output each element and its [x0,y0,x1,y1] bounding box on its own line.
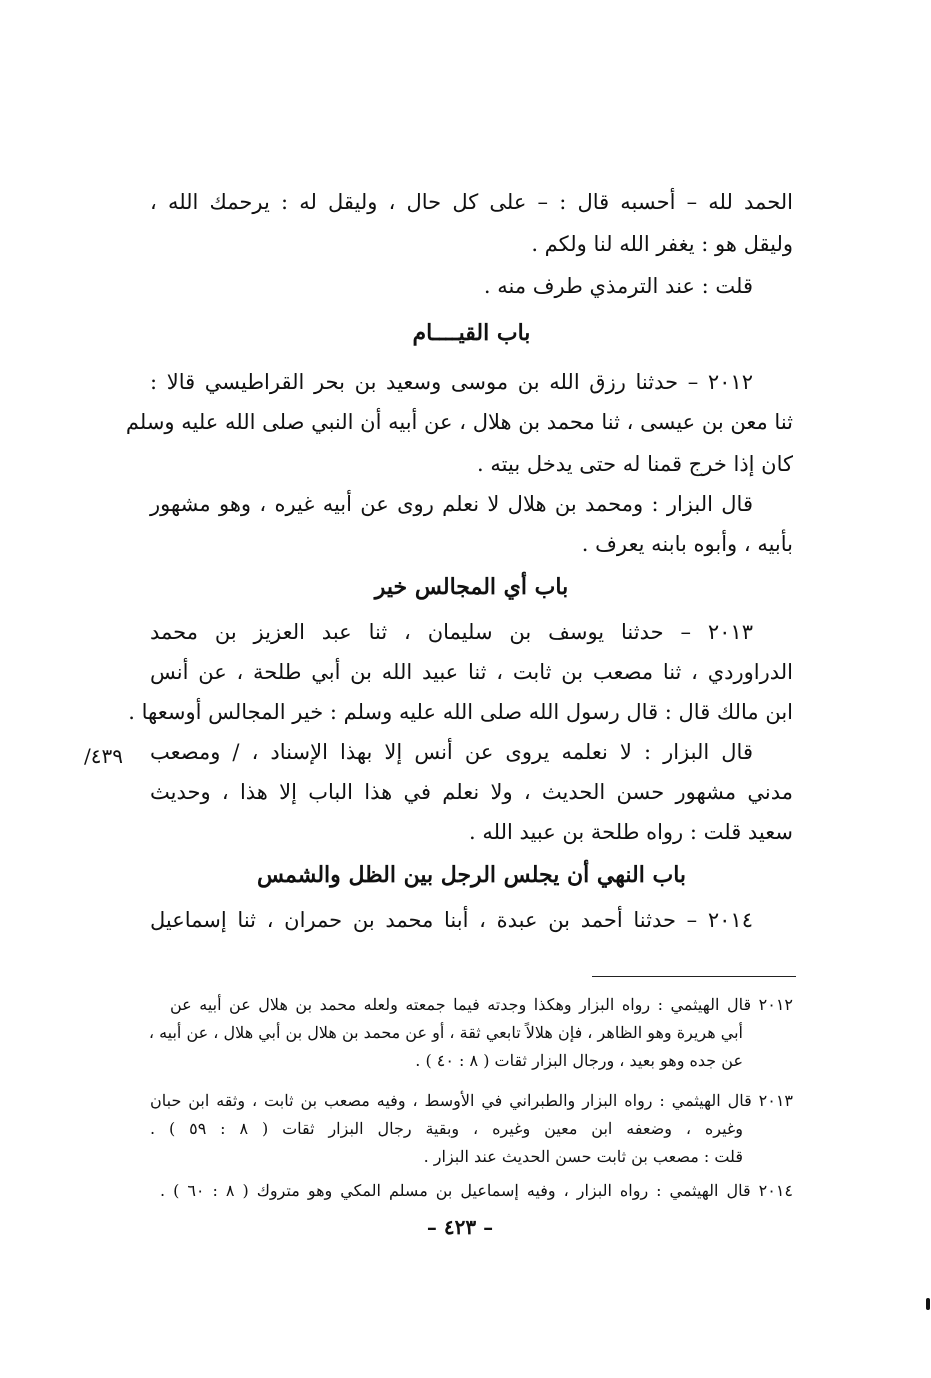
hadith-2013-line-6: سعيد قلت : رواه طلحة بن عبيد الله . [469,820,793,844]
page-number: – ٤٢٣ – [426,1215,494,1239]
hadith-2012-line-4: قال البزار : ومحمد بن هلال لا نعلم روى عن أبيه غيره ، وهو مشهور [150,492,753,516]
ink-speck [926,1298,930,1310]
chapter-heading-shams: باب النهي أن يجلس الرجل بين الظل والشمس [256,862,687,888]
footnote-2013-line-3: قلت : مصعب بن ثابت حسن الحديث عند البزار . [423,1147,743,1166]
hadith-2012-line-3: كان إذا خرج قمنا له حتى يدخل بيته . [477,452,793,476]
body-line-2: وليقل هو : يغفر الله لنا ولكم . [531,232,793,256]
hadith-2013-line-2: الدراوردي ، ثنا مصعب بن ثابت ، ثنا عبيد الله بن أبي طلحة ، عن أنس [150,660,793,684]
footnote-2012-line-2: أبي هريرة وهو الظاهر ، فإن هلالاً تابعي ثقة ، أو عن محمد بن هلال بن أبي هلال ، عن أبيه ، [148,1023,743,1042]
hadith-2013-line-3: ابن مالك قال : قال رسول الله صلى الله عليه وسلم : خير المجالس أوسعها . [128,700,793,724]
hadith-2013-line-1: ٢٠١٣ – حدثنا يوسف بن سليمان ، ثنا عبد العزيز بن محمد [150,620,753,644]
body-line-1: الحمد لله – أحسبه قال : – على كل حال ، وليقل له : يرحمك الله ، [150,190,793,214]
chapter-heading-qiyam: باب القيــــام [412,320,531,346]
hadith-2014-line-1: ٢٠١٤ – حدثنا أحمد بن عبدة ، أبنا محمد بن حمران ، ثنا إسماعيل [150,908,753,932]
hadith-2013-line-4: قال البزار : لا نعلمه يروى عن أنس إلا بهذا الإسناد ، / ومصعب [150,740,753,764]
footnote-2012-line-1: ٢٠١٢ قال الهيثمي : رواه البزار وهكذا وجدته فيما جمعته ولعله محمد بن هلال عن أبيه عن [170,995,793,1014]
hadith-2012-line-5: بأبيه ، وأبوه بابنه يعرف . [581,532,793,556]
margin-folio-number: ٤٣٩/ [84,744,123,768]
hadith-2012-line-1: ٢٠١٢ – حدثنا رزق الله بن موسى وسعيد بن بحر القراطيسي قالا : [150,370,753,394]
footnote-2013-line-1: ٢٠١٣ قال الهيثمي : رواه البزار والطبراني في الأوسط ، وفيه مصعب بن ثابت ، وثقه ابن حبان [150,1091,793,1110]
footnote-2014-line-1: ٢٠١٤ قال الهيثمي : رواه البزار ، وفيه إسماعيل بن مسلم المكي وهو متروك ( ٨ : ٦٠ ) . [160,1181,793,1200]
footnote-2013-line-2: وغيره ، وضعفه ابن معين وغيره ، وبقية رجال البزار ثقات ( ٨ : ٥٩ ) . [150,1119,744,1138]
footnote-separator [592,976,796,977]
hadith-2012-line-2: ثنا معن بن عيسى ، ثنا محمد بن هلال ، عن أبيه أن النبي صلى الله عليه وسلم [125,410,793,434]
footnote-2012-line-3: عن جده وهو بعيد ، ورجال البزار ثقات ( ٨ : ٤٠ ) . [415,1051,743,1070]
chapter-heading-majalis: باب أي المجالس خير [374,574,569,600]
body-line-3: قلت : عند الترمذي طرف منه . [483,274,753,298]
hadith-2013-line-5: مدني مشهور حسن الحديث ، ولا نعلم في هذا الباب إلا هذا ، وحديث [150,780,793,804]
